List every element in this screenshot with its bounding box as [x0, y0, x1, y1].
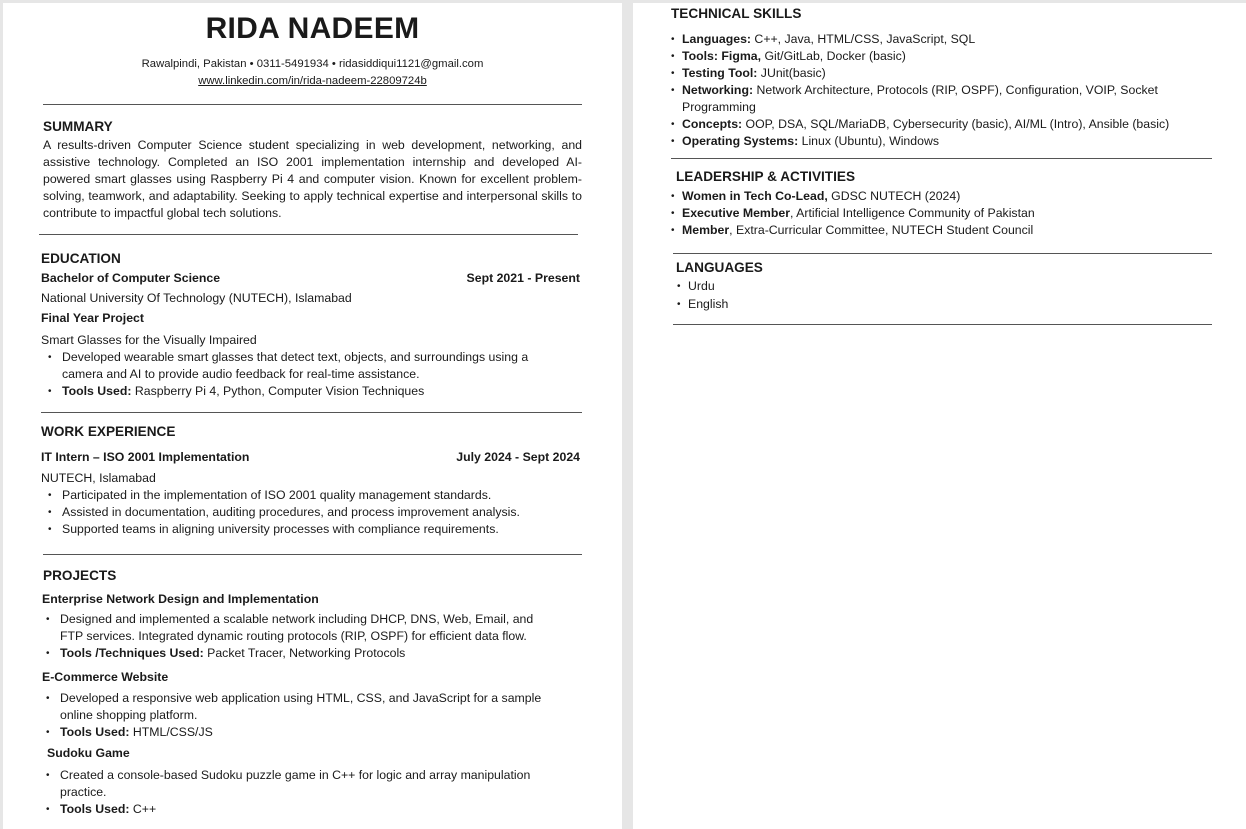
list-item: • Tools Used: HTML/CSS/JS — [39, 724, 551, 741]
project-title: E-Commerce Website — [42, 670, 169, 684]
leadership-heading: LEADERSHIP & ACTIVITIES — [676, 169, 856, 184]
divider — [43, 554, 582, 555]
list-item: • Tools /Techniques Used: Packet Tracer, Networking Protocols — [39, 645, 539, 662]
work-bullets — [41, 487, 581, 538]
list-item: • Testing Tool: JUnit(basic) — [670, 65, 1215, 82]
list-item: • Urdu — [676, 278, 976, 295]
languages-list — [676, 278, 976, 313]
list-item: • Developed a responsive web application using HTML, CSS, and JavaScript for a sample online shopping platform. — [39, 690, 551, 724]
job-dates: July 2024 - Sept 2024 — [456, 450, 580, 464]
divider — [673, 253, 1212, 254]
list-item: • Developed wearable smart glasses that detect text, objects, and surroundings using a camera and AI to provide audio feedback for real-time assistance. — [41, 349, 541, 383]
work-heading: WORK EXPERIENCE — [41, 424, 176, 439]
languages-heading: LANGUAGES — [676, 260, 763, 275]
divider — [43, 104, 582, 105]
project-bullets — [39, 690, 551, 741]
skills-list — [670, 31, 1215, 150]
school-name: National University Of Technology (NUTECH), Islamabad — [41, 291, 352, 305]
list-item: • Operating Systems: Linux (Ubuntu), Windows — [670, 133, 1215, 150]
list-item: • Tools Used: C++ — [39, 801, 551, 818]
divider — [673, 324, 1212, 325]
divider — [39, 234, 578, 235]
contact-line: Rawalpindi, Pakistan • 0311-5491934 • ridasiddiqui1121@gmail.com — [141, 58, 484, 70]
list-item: • Languages: C++, Java, HTML/CSS, JavaScript, SQL — [670, 31, 1215, 48]
fyp-title: Smart Glasses for the Visually Impaired — [41, 333, 257, 347]
project-bullets — [39, 767, 551, 818]
job-title: IT Intern – ISO 2001 Implementation — [41, 450, 250, 464]
list-item: • Executive Member, Artificial Intelligence Community of Pakistan — [670, 205, 1215, 222]
resume-page-1 — [3, 3, 622, 829]
summary-text: A results-driven Computer Science student specializing in web development, networking, and assistive technology. Completed an ISO 2001 implementation internship and developed AI-powered smart glasses using Raspberry Pi 4 and computer vision. Known for excellent problem-solving, teamwork, and adaptability. Seeking to apply technical expertise and interpersonal skills to contribute to impactful global tech solutions. — [43, 138, 582, 220]
summary-heading: SUMMARY — [43, 119, 113, 134]
candidate-name: RIDA NADEEM — [205, 12, 420, 45]
list-item: • Designed and implemented a scalable network including DHCP, DNS, Web, Email, and FTP services. Integrated dynamic routing protocols (RIP, OSPF) for efficient data flow. — [39, 611, 539, 645]
leadership-list — [670, 188, 1215, 239]
fyp-heading: Final Year Project — [41, 311, 144, 325]
education-heading: EDUCATION — [41, 251, 121, 266]
list-item: • Member, Extra-Curricular Committee, NUTECH Student Council — [670, 222, 1215, 239]
education-dates: Sept 2021 - Present — [466, 271, 580, 285]
job-org: NUTECH, Islamabad — [41, 471, 156, 485]
linkedin-link[interactable]: www.linkedin.com/in/rida-nadeem-22809724b — [198, 75, 427, 87]
resume-page-2 — [633, 3, 1246, 829]
list-item: • Participated in the implementation of ISO 2001 quality management standards. — [41, 487, 581, 504]
fyp-bullets — [41, 349, 541, 400]
degree-title: Bachelor of Computer Science — [41, 271, 221, 285]
divider — [41, 412, 582, 413]
list-item: • Created a console-based Sudoku puzzle game in C++ for logic and array manipulation practice. — [39, 767, 551, 801]
projects-heading: PROJECTS — [43, 568, 117, 583]
list-item: • Tools Used: Raspberry Pi 4, Python, Computer Vision Techniques — [41, 383, 541, 400]
list-item: • Networking: Network Architecture, Protocols (RIP, OSPF), Configuration, VOIP, Socket Programming — [670, 82, 1215, 116]
list-item: • Women in Tech Co-Lead, GDSC NUTECH (2024) — [670, 188, 1215, 205]
list-item: • Concepts: OOP, DSA, SQL/MariaDB, Cybersecurity (basic), AI/ML (Intro), Ansible (basic) — [670, 116, 1215, 133]
project-bullets — [39, 611, 539, 662]
divider — [671, 158, 1212, 159]
skills-heading: TECHNICAL SKILLS — [671, 6, 802, 21]
list-item: • Assisted in documentation, auditing procedures, and process improvement analysis. — [41, 504, 581, 521]
project-title: Sudoku Game — [47, 746, 130, 760]
list-item: • Supported teams in aligning university processes with compliance requirements. — [41, 521, 581, 538]
list-item: • English — [676, 296, 976, 313]
project-title: Enterprise Network Design and Implementation — [42, 592, 319, 606]
list-item: • Tools: Figma, Git/GitLab, Docker (basic) — [670, 48, 1215, 65]
